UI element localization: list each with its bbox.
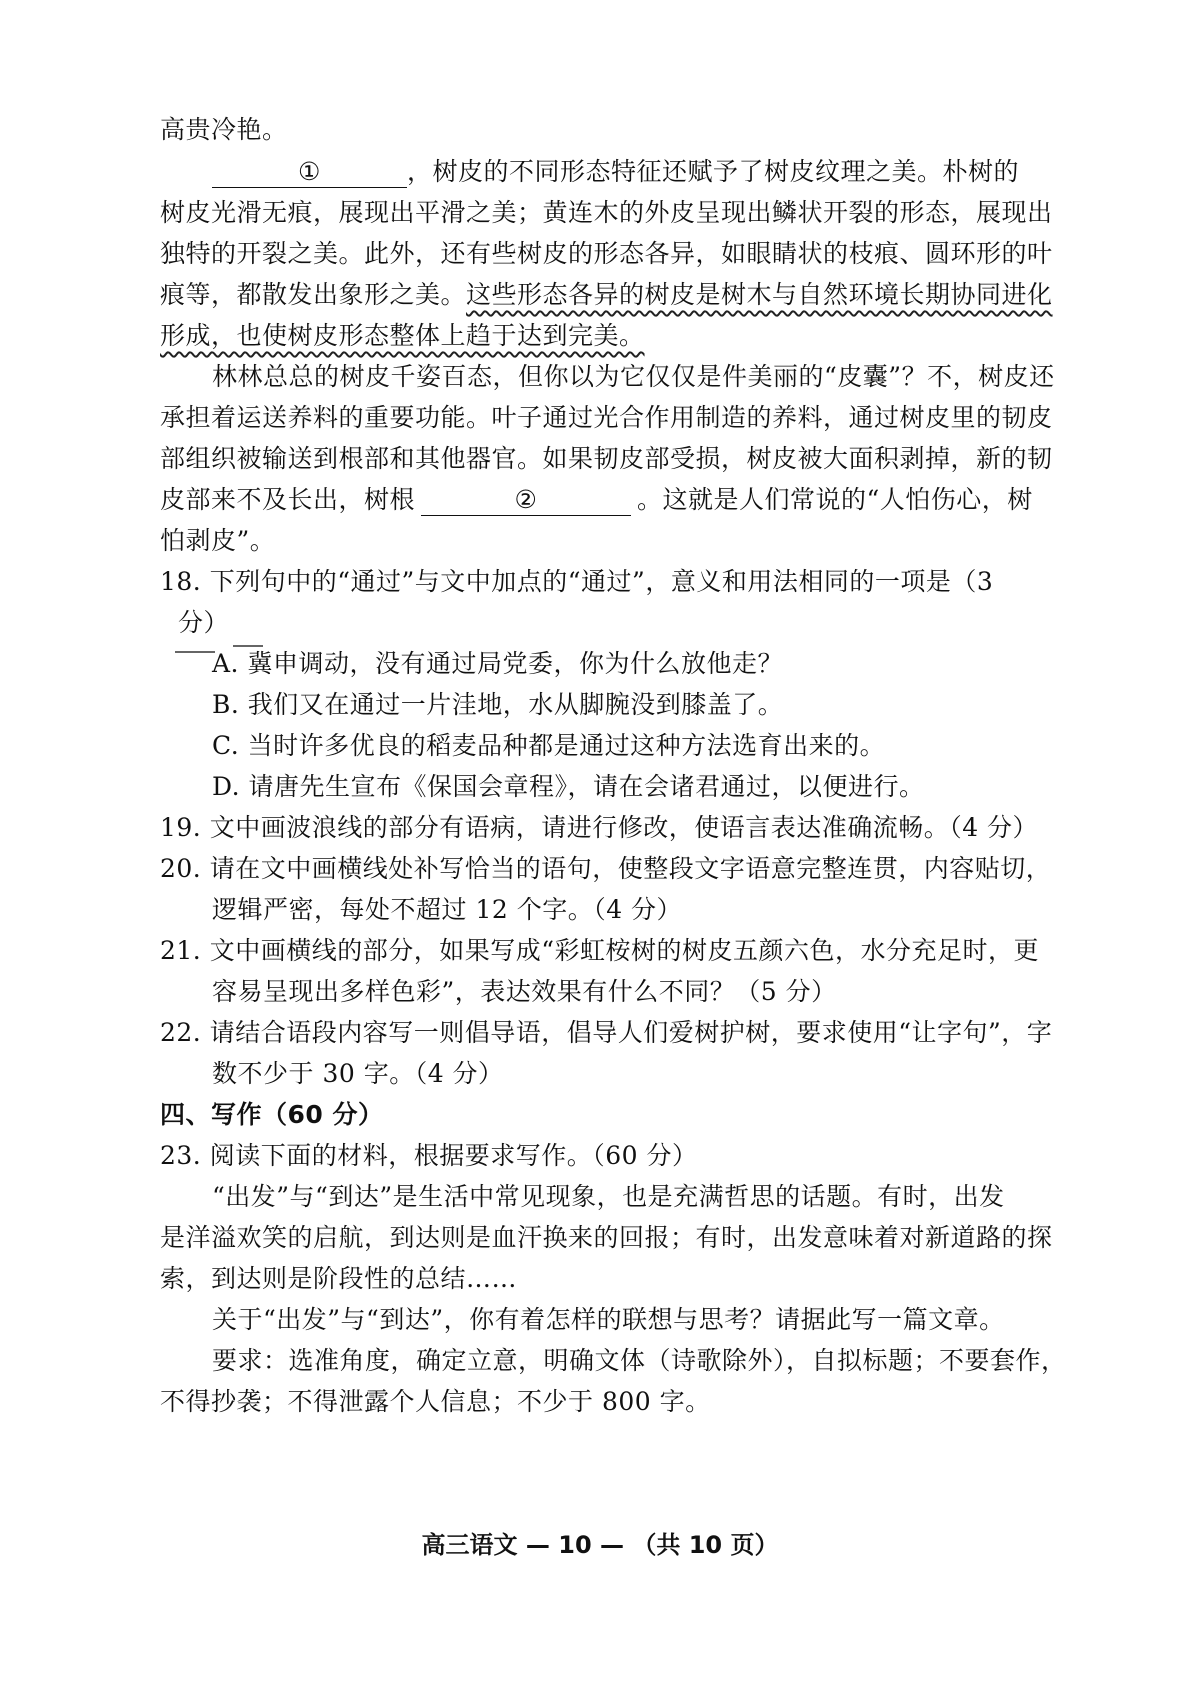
passage-line: 部组织被输送到根部和其他器官。如果韧皮部受损，树皮被大面积剥掉，新的韧 — [160, 444, 1053, 473]
material-line: 是洋溢欢笑的启航，到达则是血汗换来的回报；有时，出发意味着对新道路的探 — [160, 1223, 1053, 1252]
fill-blank-2: ② — [421, 485, 631, 516]
fill-blank-1: ① — [212, 157, 407, 188]
option-c: C. 当时许多优良的稻麦品种都是通过这种方法选育出来的。 — [212, 731, 886, 760]
option-d: D. 请唐先生宣布《保国会章程》，请在会诸君通过，以便进行。 — [212, 772, 925, 801]
prompt-line: 关于“出发”与“到达”，你有着怎样的联想与思考？请据此写一篇文章。 — [212, 1305, 1005, 1334]
question-22-cont: 数不少于 30 字。（4 分） — [212, 1059, 504, 1088]
material-line: 索，到达则是阶段性的总结…… — [160, 1264, 518, 1293]
question-19: 19. 文中画波浪线的部分有语病，请进行修改，使语言表达准确流畅。（4 分） — [160, 813, 1039, 842]
passage-line: 林林总总的树皮千姿百态，但你以为它仅仅是件美丽的“皮囊”？不，树皮还 — [212, 362, 1055, 391]
wavy-underlined-text: 形成，也使树皮形态整体上趋于达到完美。 — [160, 321, 645, 350]
question-20-cont: 逻辑严密，每处不超过 12 个字。（4 分） — [212, 895, 683, 924]
question-23: 23. 阅读下面的材料，根据要求写作。（60 分） — [160, 1141, 698, 1170]
passage-line: 皮部来不及长出，树根 ② 。这就是人们常说的“人怕伤心，树 — [160, 485, 1033, 514]
wavy-underlined-text: 这些形态各异的树皮是树木与自然环境长期协同进化 — [466, 280, 1053, 309]
question-21-cont: 容易呈现出多样色彩”，表达效果有什么不同？（5 分） — [212, 977, 837, 1006]
passage-line: 痕等，都散发出象形之美。这些形态各异的树皮是树木与自然环境长期协同进化 — [160, 280, 1053, 309]
passage-line — [160, 316, 645, 356]
passage-line: ① ，树皮的不同形态特征还赋予了树皮纹理之美。朴树的 — [212, 152, 1019, 192]
question-18-cont: 分） — [178, 608, 230, 637]
material-line: “出发”与“到达”是生活中常见现象，也是充满哲思的话题。有时，出发 — [212, 1182, 1005, 1211]
passage-line: 独特的开裂之美。此外，还有些树皮的形态各异，如眼睛状的枝痕、圆环形的叶 — [160, 239, 1053, 268]
requirement-line: 不得抄袭；不得泄露个人信息；不少于 800 字。 — [160, 1387, 711, 1416]
passage-line: 承担着运送养料的重要功能。叶子通过光合作用制造的养料，通过树皮里的韧皮 — [160, 403, 1053, 432]
requirement-line: 要求：选准角度，确定立意，明确文体（诗歌除外），自拟标题；不要套作， — [212, 1346, 1067, 1375]
passage-line: 树皮光滑无痕，展现出平滑之美；黄连木的外皮呈现出鳞状开裂的形态，展现出 — [160, 198, 1053, 227]
section-heading-writing: 四、写作（60 分） — [160, 1100, 384, 1129]
question-20: 20. 请在文中画横线处补写恰当的语句，使整段文字语意完整连贯，内容贴切， — [160, 854, 1052, 883]
option-b: B. 我们又在通过一片洼地，水从脚腕没到膝盖了。 — [212, 690, 784, 719]
question-22: 22. 请结合语段内容写一则倡导语，倡导人们爱树护树，要求使用“让字句”，字 — [160, 1018, 1053, 1047]
passage-line: 怕剥皮”。 — [160, 526, 276, 555]
option-a: A. 冀申调动，没有通过局党委，你为什么放他走？ — [212, 649, 783, 678]
page-footer: 高三语文 — 10 — （共 10 页） — [421, 1531, 779, 1559]
passage-line: 高贵冷艳。 — [160, 115, 288, 144]
question-21: 21. 文中画横线的部分，如果写成“彩虹桉树的树皮五颜六色，水分充足时，更 — [160, 936, 1039, 965]
question-18: 18. 下列句中的“通过”与文中加点的“通过”，意义和用法相同的一项是（3 — [160, 567, 994, 596]
